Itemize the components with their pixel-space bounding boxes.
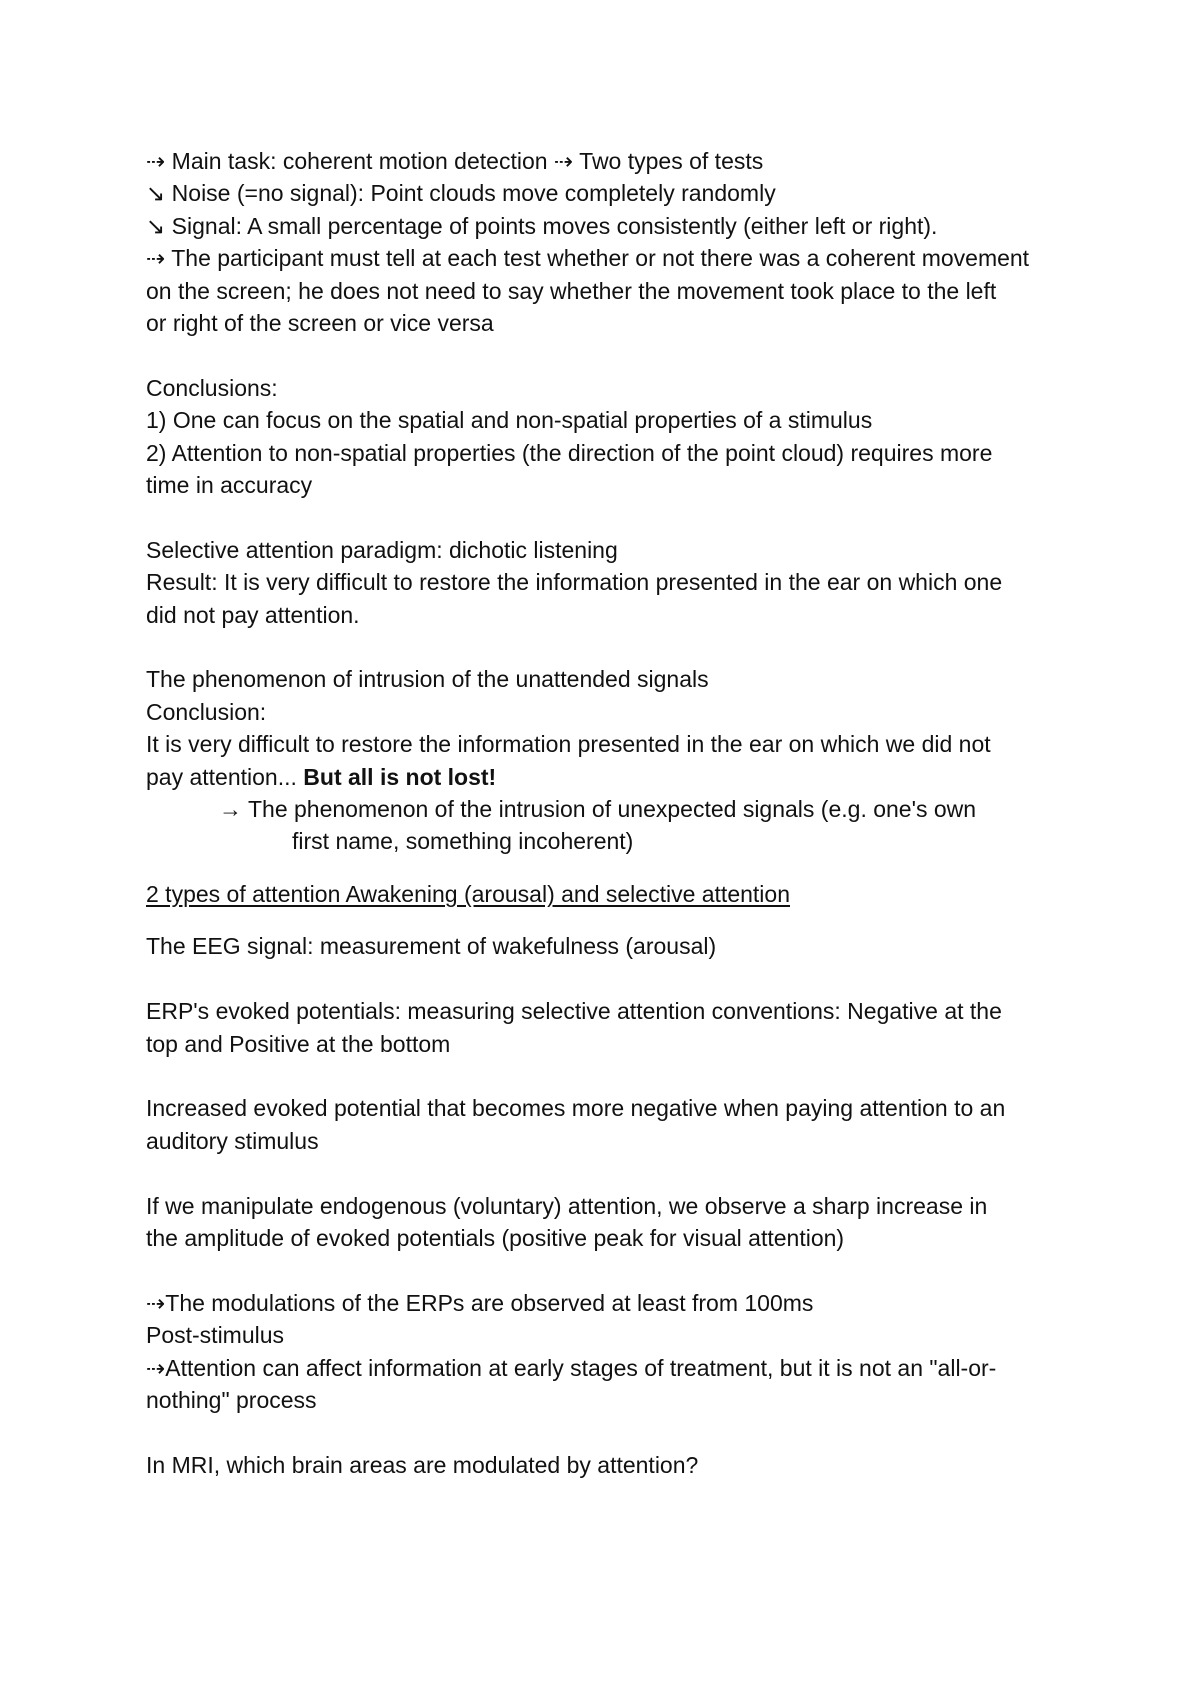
text-line: The EEG signal: measurement of wakefulness (arousal) <box>146 933 717 960</box>
text-line: ⇢ The participant must tell at each test whether or not there was a coherent movement <box>146 245 1030 272</box>
text-line: the amplitude of evoked potentials (positive peak for visual attention) <box>146 1224 845 1251</box>
text-line: top and Positive at the bottom <box>146 1030 451 1057</box>
indented-text-line: first name, something incoherent) <box>292 828 634 855</box>
text-line: ↘ Signal: A small percentage of points moves consistently (either left or right). <box>146 212 938 239</box>
text-line: time in accuracy <box>146 472 313 499</box>
text-line: ⇢Attention can affect information at early stages of treatment, but it is not an "all-or- <box>146 1354 997 1381</box>
text-line: 1) One can focus on the spatial and non-spatial properties of a stimulus <box>146 407 873 434</box>
text-line: did not pay attention. <box>146 601 360 628</box>
text-line: It is very difficult to restore the information presented in the ear on which we did not <box>146 731 991 758</box>
text-line: Conclusions: <box>146 374 278 401</box>
text-line: nothing" process <box>146 1386 317 1413</box>
text-line: 2) Attention to non-spatial properties (the direction of the point cloud) requires more <box>146 439 993 466</box>
text-line: Increased evoked potential that becomes more negative when paying attention to an <box>146 1095 1006 1122</box>
indented-text-line: → The phenomenon of the intrusion of unexpected signals (e.g. one's own <box>219 796 977 823</box>
text-line: Post-stimulus <box>146 1322 285 1349</box>
text-line: ⇢The modulations of the ERPs are observed at least from 100ms <box>146 1289 814 1316</box>
text-line: Selective attention paradigm: dichotic listening <box>146 536 618 563</box>
text-bold-emphasis: But all is not lost! <box>303 763 497 790</box>
text-line <box>146 761 1066 793</box>
text-line: or right of the screen or vice versa <box>146 310 494 337</box>
text-line: on the screen; he does not need to say whether the movement took place to the left <box>146 277 997 304</box>
section-heading-text: 2 types of attention Awakening (arousal) and selective attention <box>146 880 790 907</box>
document-page <box>146 145 1066 1481</box>
text-line: ⇢ Main task: coherent motion detection ⇢ Two types of tests <box>146 148 764 174</box>
section-heading <box>146 878 1066 910</box>
text-line: If we manipulate endogenous (voluntary) attention, we observe a sharp increase in <box>146 1192 988 1219</box>
text-line: Result: It is very difficult to restore the information presented in the ear on which one <box>146 569 1003 596</box>
text-line: Conclusion: <box>146 698 267 725</box>
text-line: ↘ Noise (=no signal): Point clouds move completely randomly <box>146 180 776 207</box>
text-line: In MRI, which brain areas are modulated by attention? <box>146 1451 699 1478</box>
text-regular: pay attention... <box>146 763 304 790</box>
text-line: ERP's evoked potentials: measuring selective attention conventions: Negative at the <box>146 998 1002 1025</box>
text-line: The phenomenon of intrusion of the unattended signals <box>146 666 709 693</box>
text-line: auditory stimulus <box>146 1127 319 1154</box>
